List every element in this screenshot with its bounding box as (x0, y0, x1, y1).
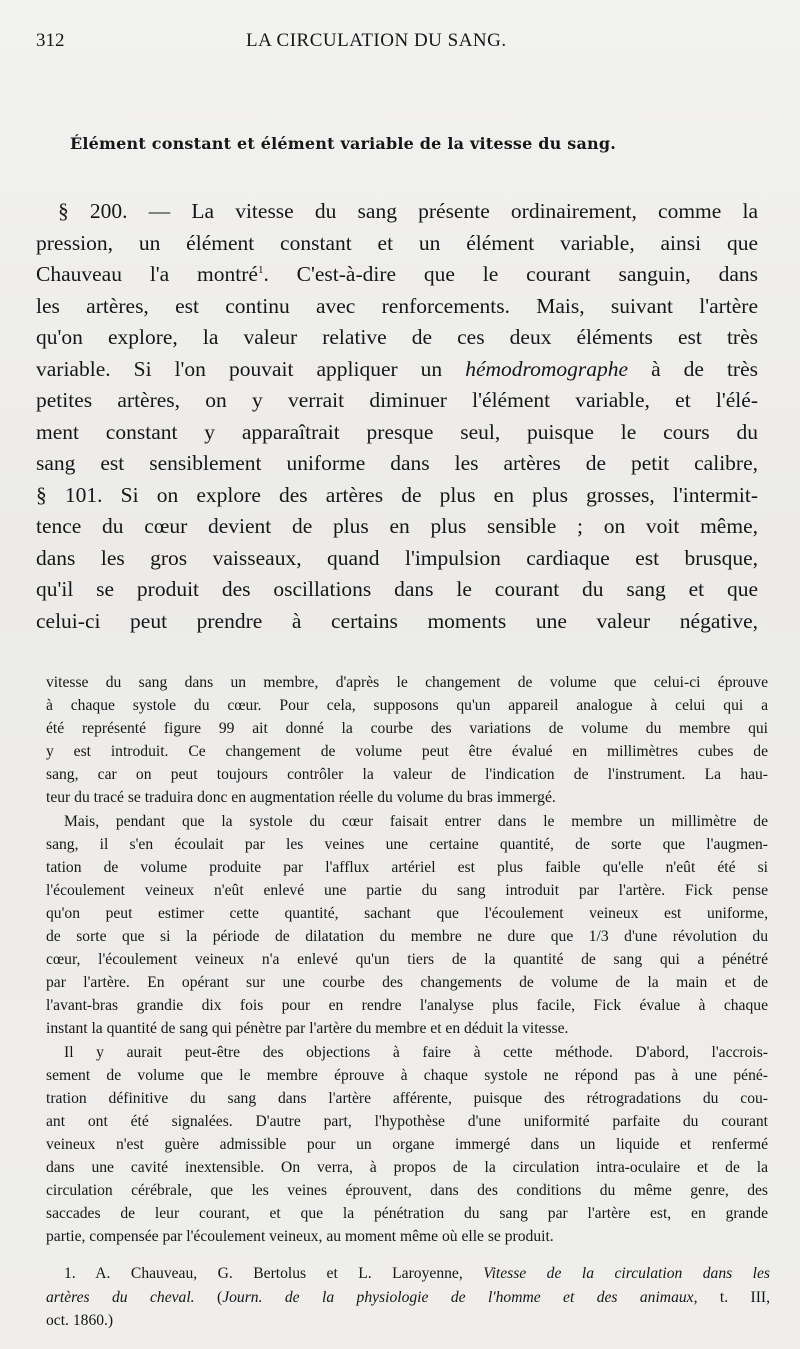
text-line: veineux n'est guère admissible pour un organe immergé dans un liquide et renfermé (46, 1135, 768, 1153)
text-line (36, 354, 758, 386)
text-line: § 200. — La vitesse du sang présente ordinairement, comme la (58, 199, 758, 223)
italic-title: Vitesse de la circulation dans les (483, 1265, 771, 1282)
text-line: instant la quantité de sang qui pénètre par l'artère du membre et en déduit la vitesse. (46, 1020, 569, 1038)
text-line: été représenté figure 99 ait donné la courbe des variations de volume du membre qui (46, 720, 768, 738)
text-line: y est introduit. Ce changement de volume peut être évalué en millimètres cubes de (46, 743, 768, 761)
text-line: par l'artère. En opérant sur une courbe des changements de volume de la main et de (46, 974, 768, 992)
text-line: qu'on explore, la valeur relative de ces deux éléments est très (36, 325, 758, 349)
text-span: t. III, (719, 1288, 770, 1306)
text-line: saccades de leur courant, et que la pénétration du sang par l'artère est, en grande (46, 1205, 768, 1223)
text-line: dans une cavité inextensible. On verra, à propos de la circulation intra-oculaire et de la (46, 1158, 768, 1176)
text-line: Mais, pendant que la systole du cœur faisait entrer dans le membre un millimètre de (64, 812, 768, 830)
text-span: Chauveau l'a montré (36, 262, 258, 286)
italic-title: artères du cheval. (46, 1288, 195, 1306)
text-line: l'écoulement veineux n'eût enlevé une partie du sang introduit par l'artère. Fick pense (46, 881, 768, 899)
small-paragraph-3 (46, 1041, 768, 1249)
text-line: partie, compensée par l'écoulement veineux, au moment même où elle se produit. (46, 1228, 554, 1246)
text-line: circulation cérébrale, que les veines éprouvent, dans des conditions du même genre, des (46, 1182, 768, 1200)
text-line: sang est sensiblement uniforme dans les artères de petit calibre, (36, 451, 758, 475)
text-span: 1. A. Chauveau, G. Bertolus et L. Laroyenne, (64, 1265, 463, 1282)
text-line: petites artères, on y verrait diminuer l'élément variable, et l'élé- (36, 388, 758, 412)
text-line (36, 259, 758, 291)
running-title: LA CIRCULATION DU SANG. (246, 30, 507, 51)
text-line: dans les gros vaisseaux, quand l'impulsion cardiaque est brusque, (36, 545, 758, 570)
text-line: tration définitive du sang dans l'artère afférente, puisque des rétrogradations du cou- (46, 1089, 768, 1107)
italic-journal: Journ. de la physiologie de l'homme et des animaux, (222, 1288, 698, 1306)
small-print-section (46, 671, 768, 1248)
text-line: les artères, est continu avec renforcements. Mais, suivant l'artère (36, 293, 758, 318)
text-line: à chaque systole du cœur. Pour cela, supposons qu'un appareil analogue à celui qui a (46, 697, 768, 715)
text-span: . C'est-à-dire que le courant sanguin, dans (263, 262, 758, 286)
footnote-line: oct. 1860.) (46, 1312, 114, 1329)
text-line: vitesse du sang dans un membre, d'après le changement de volume que celui-ci éprouve (46, 674, 768, 691)
text-line: tation de volume produite par l'afflux artériel est plus faible qu'elle n'eût été si (46, 858, 768, 876)
text-span: variable. Si l'on pouvait appliquer un (36, 356, 443, 381)
text-line: qu'on peut estimer cette quantité, sachant que l'écoulement veineux est uniforme, (46, 904, 768, 922)
text-line: cœur, l'écoulement veineux n'a enlevé qu'un tiers de la quantité de sang qui a pénétré (46, 951, 768, 969)
text-line: tence du cœur devient de plus en plus sensible ; on voit même, (36, 514, 758, 538)
small-paragraph-2 (46, 810, 768, 1041)
text-line: Il y aurait peut-être des objections à faire à cette méthode. D'abord, l'accrois- (64, 1043, 768, 1061)
text-line: § 101. Si on explore des artères de plus en plus grosses, l'intermit- (36, 482, 758, 507)
text-span: à de très (651, 356, 759, 381)
text-line: ant ont été signalées. D'autre part, l'hypothèse d'une uniformité parfaite du courant (46, 1112, 768, 1130)
text-line: teur du tracé se traduira donc en augmentation réelle du volume du bras immergé. (46, 789, 556, 807)
section-heading: Élément constant et élément variable de la vitesse du sang. (70, 134, 617, 153)
footnote-line (46, 1262, 770, 1286)
page-number: 312 (36, 30, 65, 51)
footnote-reference: 1 (257, 263, 264, 276)
footnote-line (46, 1286, 770, 1310)
small-paragraph-1 (46, 671, 768, 810)
text-line: sang, car on peut toujours contrôler la valeur de l'indication de l'instrument. La hau- (46, 766, 768, 784)
text-line: l'avant-bras grandie dix fois pour en rendre l'analyse plus facile, Fick évalue à chaque (46, 997, 768, 1015)
text-span: ( (217, 1288, 223, 1306)
text-line: sang, il s'en écoulait par les veines une certaine quantité, de sorte que l'augmen- (46, 835, 768, 853)
page-header (36, 30, 764, 58)
text-line: qu'il se produit des oscillations dans le courant du sang et que (36, 577, 758, 601)
footnote (46, 1262, 770, 1333)
main-paragraph (36, 196, 758, 637)
text-line: pression, un élément constant et un élément variable, ainsi que (36, 230, 758, 255)
text-line: ment constant y apparaîtrait presque seul, puisque le cours du (36, 419, 758, 444)
text-line: sement de volume que le membre éprouve à chaque systole ne répond pas à une péné- (46, 1066, 768, 1084)
text-line: de sorte que si la période de dilatation du membre ne dure que 1/3 d'une révolution du (46, 928, 768, 946)
text-line: celui-ci peut prendre à certains moments une valeur négative, (36, 608, 758, 633)
italic-term: hémodromographe (465, 356, 629, 381)
